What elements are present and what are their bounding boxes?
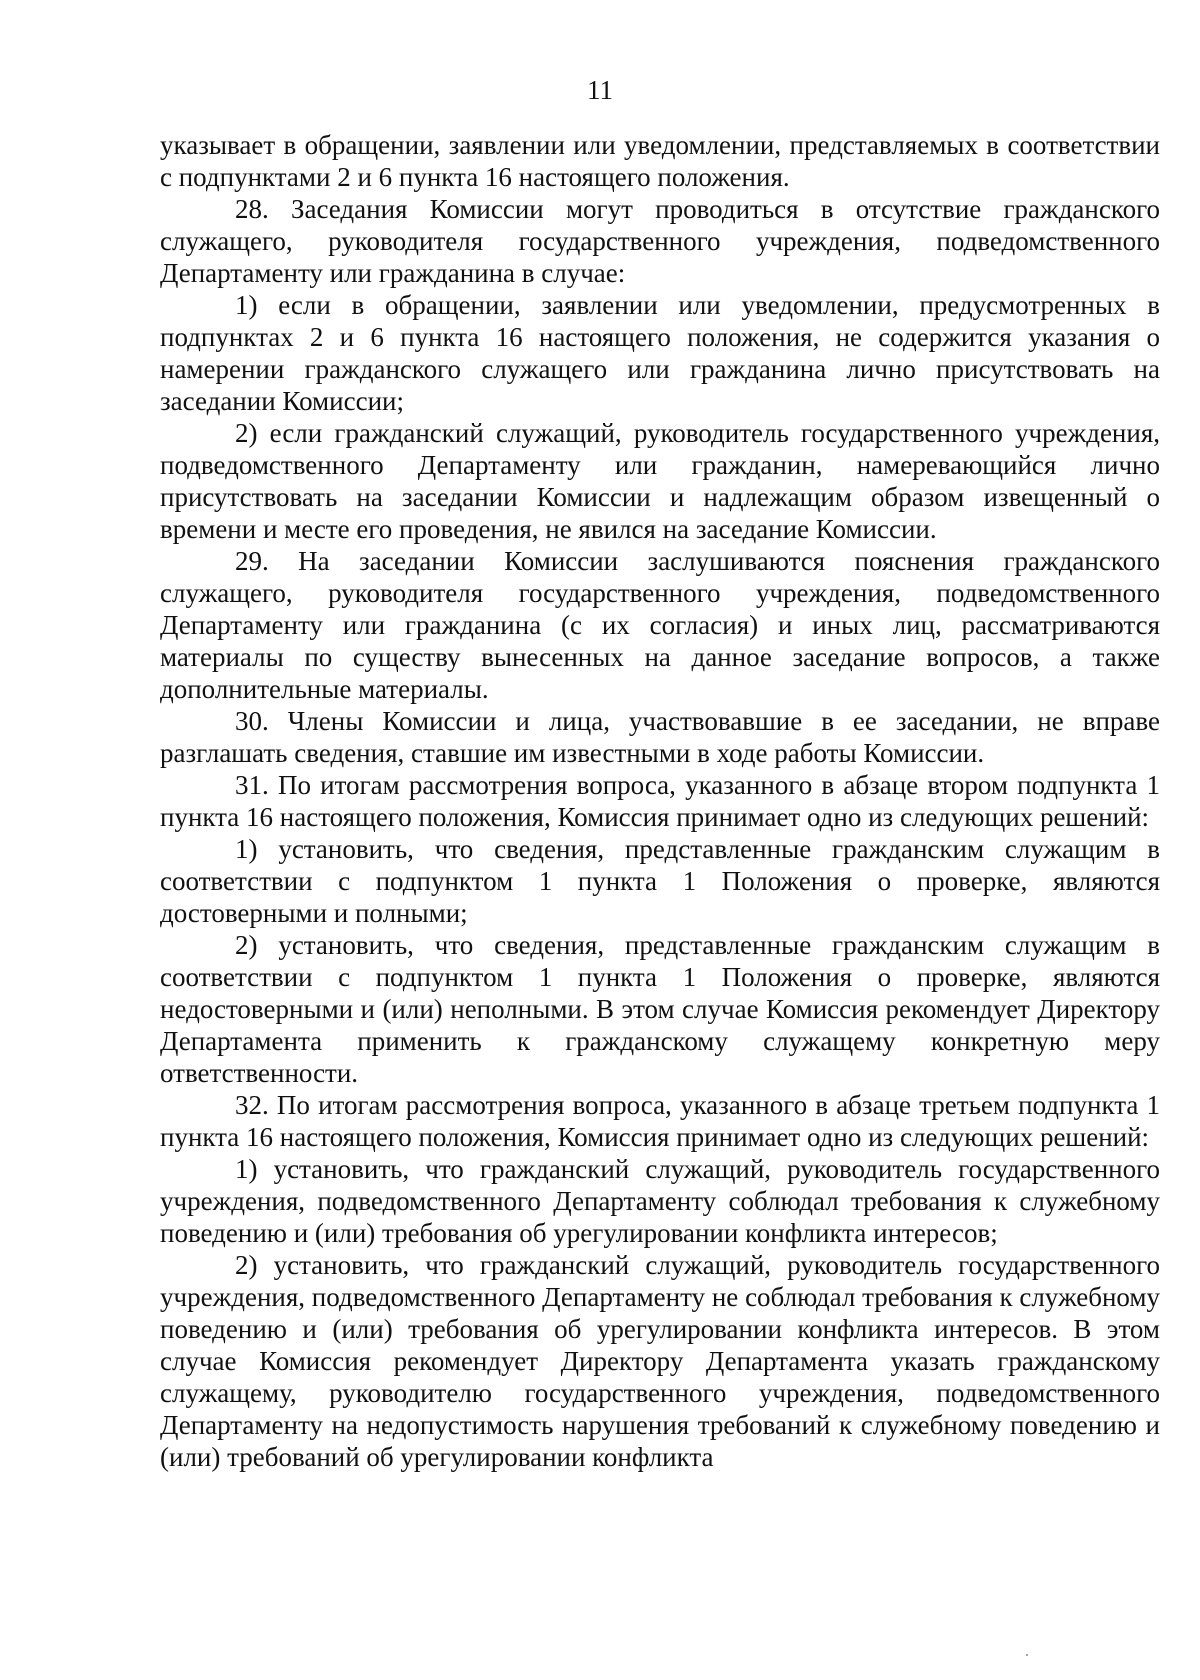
paragraph-item-32-sub-2: 2) установить, что гражданский служащий, руководитель государственного учреждения, подведомственного Департаменту не соблюдал требования к служебному поведению и (или) требования об урегулировании конфликта интересов. В этом случае Комиссия рекомендует Директору Департамента указать гражданскому служащему, руководителю государственного учреждения, подведомственного Департаменту на недопустимость нарушения требований к служебному поведению и (или) требований об урегулировании конфликта [160, 1250, 1160, 1472]
paragraph-item-28: 28. Заседания Комиссии могут проводиться в отсутствие гражданского служащего, руководителя государственного учреждения, подведомственного Департаменту или гражданина в случае: [160, 194, 1160, 288]
paragraph-item-29: 29. На заседании Комиссии заслушиваются пояснения гражданского служащего, руководителя государственного учреждения, подведомственного Департаменту или гражданина (с их согласия) и иных лиц, рассматриваются материалы по существу вынесенных на данное заседание вопросов, а также дополнительные материалы. [160, 546, 1160, 704]
scan-speck [1026, 1654, 1028, 1656]
paragraph-item-28-sub-2: 2) если гражданский служащий, руководитель государственного учреждения, подведомственного Департаменту или гражданин, намеревающийся лично присутствовать на заседании Комиссии и надлежащим образом извещенный о времени и месте его проведения, не явился на заседание Комиссии. [160, 418, 1160, 544]
paragraph-item-32-sub-1: 1) установить, что гражданский служащий, руководитель государственного учреждения, подведомственного Департаменту соблюдал требования к служебному поведению и (или) требования об урегулировании конфликта интересов; [160, 1154, 1160, 1248]
paragraph-item-31: 31. По итогам рассмотрения вопроса, указанного в абзаце втором подпункта 1 пункта 16 настоящего положения, Комиссия принимает одно из следующих решений: [160, 770, 1160, 832]
document-body [160, 129, 1160, 1473]
paragraph-continuation: указывает в обращении, заявлении или уведомлении, представляемых в соответствии с подпунктами 2 и 6 пункта 16 настоящего положения. [160, 130, 1160, 192]
paragraph-item-32: 32. По итогам рассмотрения вопроса, указанного в абзаце третьем подпункта 1 пункта 16 настоящего положения, Комиссия принимает одно из следующих решений: [160, 1090, 1160, 1152]
paragraph-item-31-sub-2: 2) установить, что сведения, представленные гражданским служащим в соответствии с подпунктом 1 пункта 1 Положения о проверке, являются недостоверными и (или) неполными. В этом случае Комиссия рекомендует Директору Департамента применить к гражданскому служащему конкретную меру ответственности. [160, 930, 1160, 1088]
paragraph-item-28-sub-1: 1) если в обращении, заявлении или уведомлении, предусмотренных в подпунктах 2 и 6 пункта 16 настоящего положения, не содержится указания о намерении гражданского служащего или гражданина лично присутствовать на заседании Комиссии; [160, 290, 1160, 416]
paragraph-item-30: 30. Члены Комиссии и лица, участвовавшие в ее заседании, не вправе разглашать сведения, ставшие им известными в ходе работы Комиссии. [160, 706, 1160, 768]
page-number: 11 [587, 75, 613, 105]
paragraph-item-31-sub-1: 1) установить, что сведения, представленные гражданским служащим в соответствии с подпунктом 1 пункта 1 Положения о проверке, являются достоверными и полными; [160, 834, 1160, 928]
